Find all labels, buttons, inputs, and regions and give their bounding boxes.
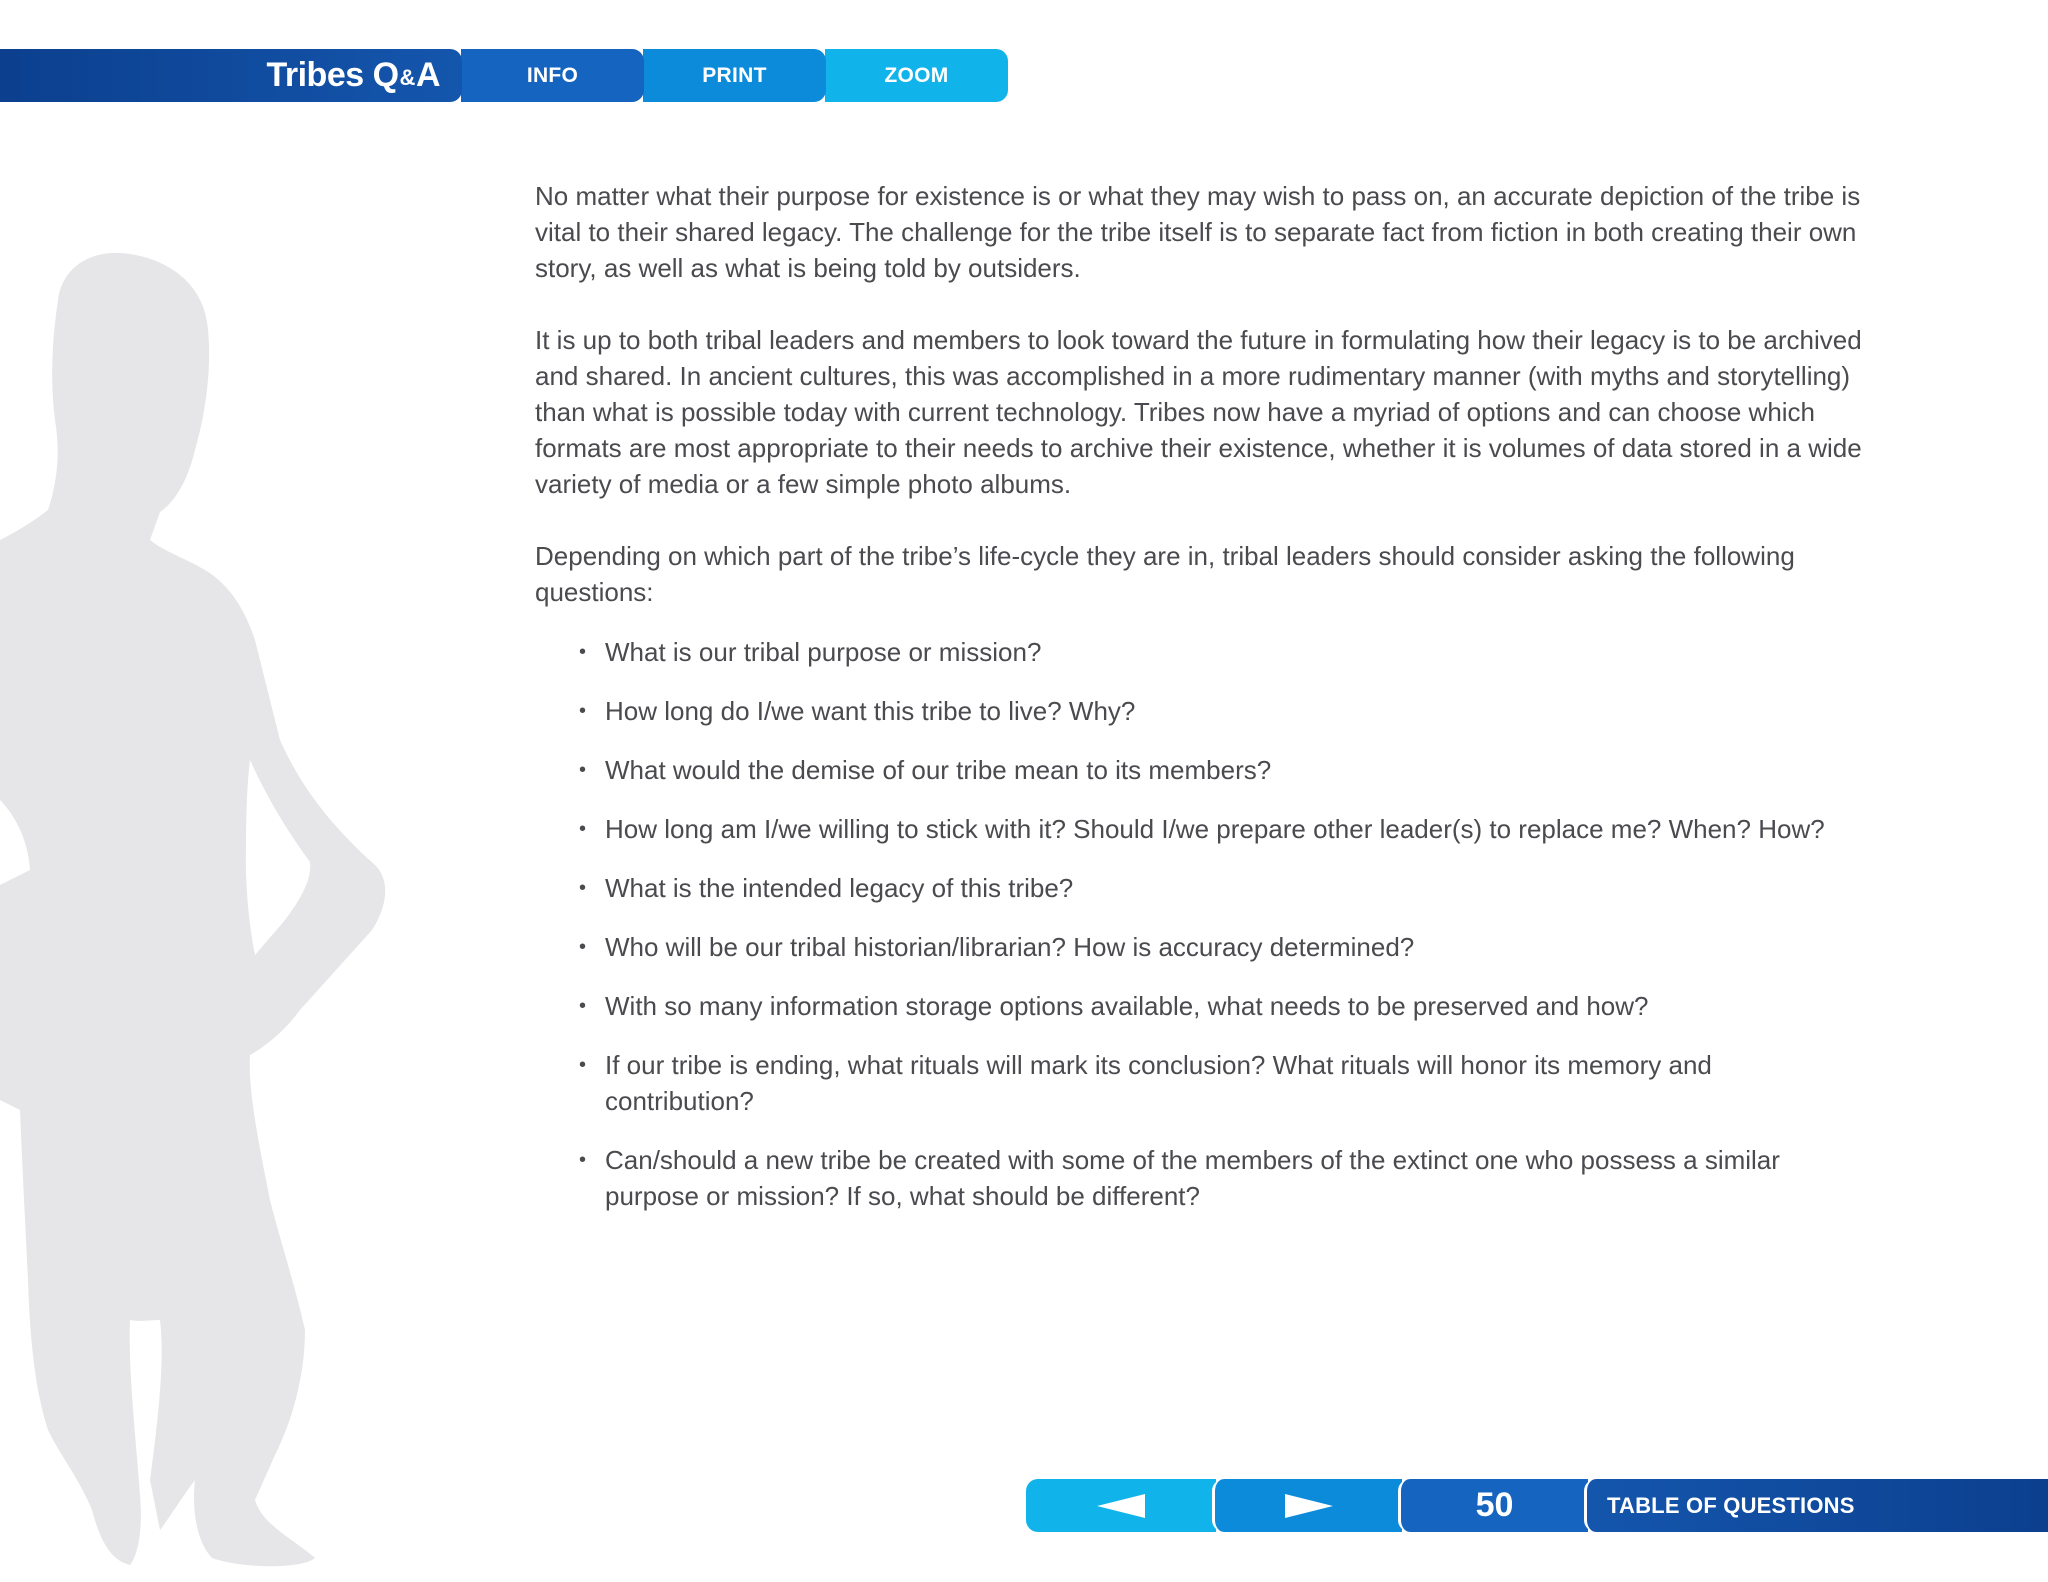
arrow-left-icon: [1097, 1494, 1145, 1518]
brand-title-end: A: [415, 56, 440, 94]
next-page-button[interactable]: [1212, 1479, 1402, 1532]
list-item: • How long am I/we willing to stick with it? Should I/we prepare other leader(s) to replace me? When? How?: [605, 811, 1865, 847]
list-item: • If our tribe is ending, what rituals will mark its conclusion? What rituals will honor its memory and contribution?: [605, 1047, 1865, 1119]
paragraph-3: Depending on which part of the tribe’s life-cycle they are in, tribal leaders should consider asking the following questions:: [535, 541, 1795, 607]
list-item: • With so many information storage options available, what needs to be preserved and how?: [605, 988, 1865, 1024]
list-item: • Can/should a new tribe be created with some of the members of the extinct one who possess a similar purpose or mission? If so, what should be different?: [605, 1142, 1865, 1214]
paragraph-1: No matter what their purpose for existence is or what they may wish to pass on, an accurate depiction of the tribe is vital to their shared legacy. The challenge for the tribe itself is to separate fact from fiction in both creating their own story, as well as what is being told by outsiders.: [535, 181, 1861, 283]
list-item: • What would the demise of our tribe mean to its members?: [605, 752, 1865, 788]
woman-silhouette-image: [0, 240, 400, 1570]
article-body: [535, 178, 1865, 1237]
list-item: • How long do I/we want this tribe to live? Why?: [605, 693, 1865, 729]
list-item: • What is the intended legacy of this tribe?: [605, 870, 1865, 906]
top-navigation: [0, 49, 1008, 102]
arrow-right-icon: [1285, 1494, 1333, 1518]
brand-title-ampersand: &: [399, 64, 415, 90]
info-tab[interactable]: INFO: [458, 49, 644, 102]
zoom-tab[interactable]: ZOOM: [822, 49, 1008, 102]
bottom-navigation: [1026, 1479, 2048, 1532]
list-item: • What is our tribal purpose or mission?: [605, 634, 1865, 670]
paragraph-2: It is up to both tribal leaders and members to look toward the future in formulating how their legacy is to be archived and shared. In ancient cultures, this was accomplished in a more rudimentary manner (with myths and storytelling) than what is possible today with current technology. Tribes now have a myriad of options and can choose which formats are most appropriate to their needs to archive their existence, whether it is volumes of data stored in a wide variety of media or a few simple photo albums.: [535, 325, 1862, 499]
brand-title: [0, 49, 462, 102]
table-of-questions-button[interactable]: TABLE OF QUESTIONS: [1584, 1479, 2048, 1532]
page-number: 50: [1398, 1479, 1588, 1532]
previous-page-button[interactable]: [1026, 1479, 1216, 1532]
question-list: [535, 634, 1865, 1214]
list-item: • Who will be our tribal historian/librarian? How is accuracy determined?: [605, 929, 1865, 965]
print-tab[interactable]: PRINT: [640, 49, 826, 102]
brand-title-main: Tribes Q: [266, 56, 399, 94]
